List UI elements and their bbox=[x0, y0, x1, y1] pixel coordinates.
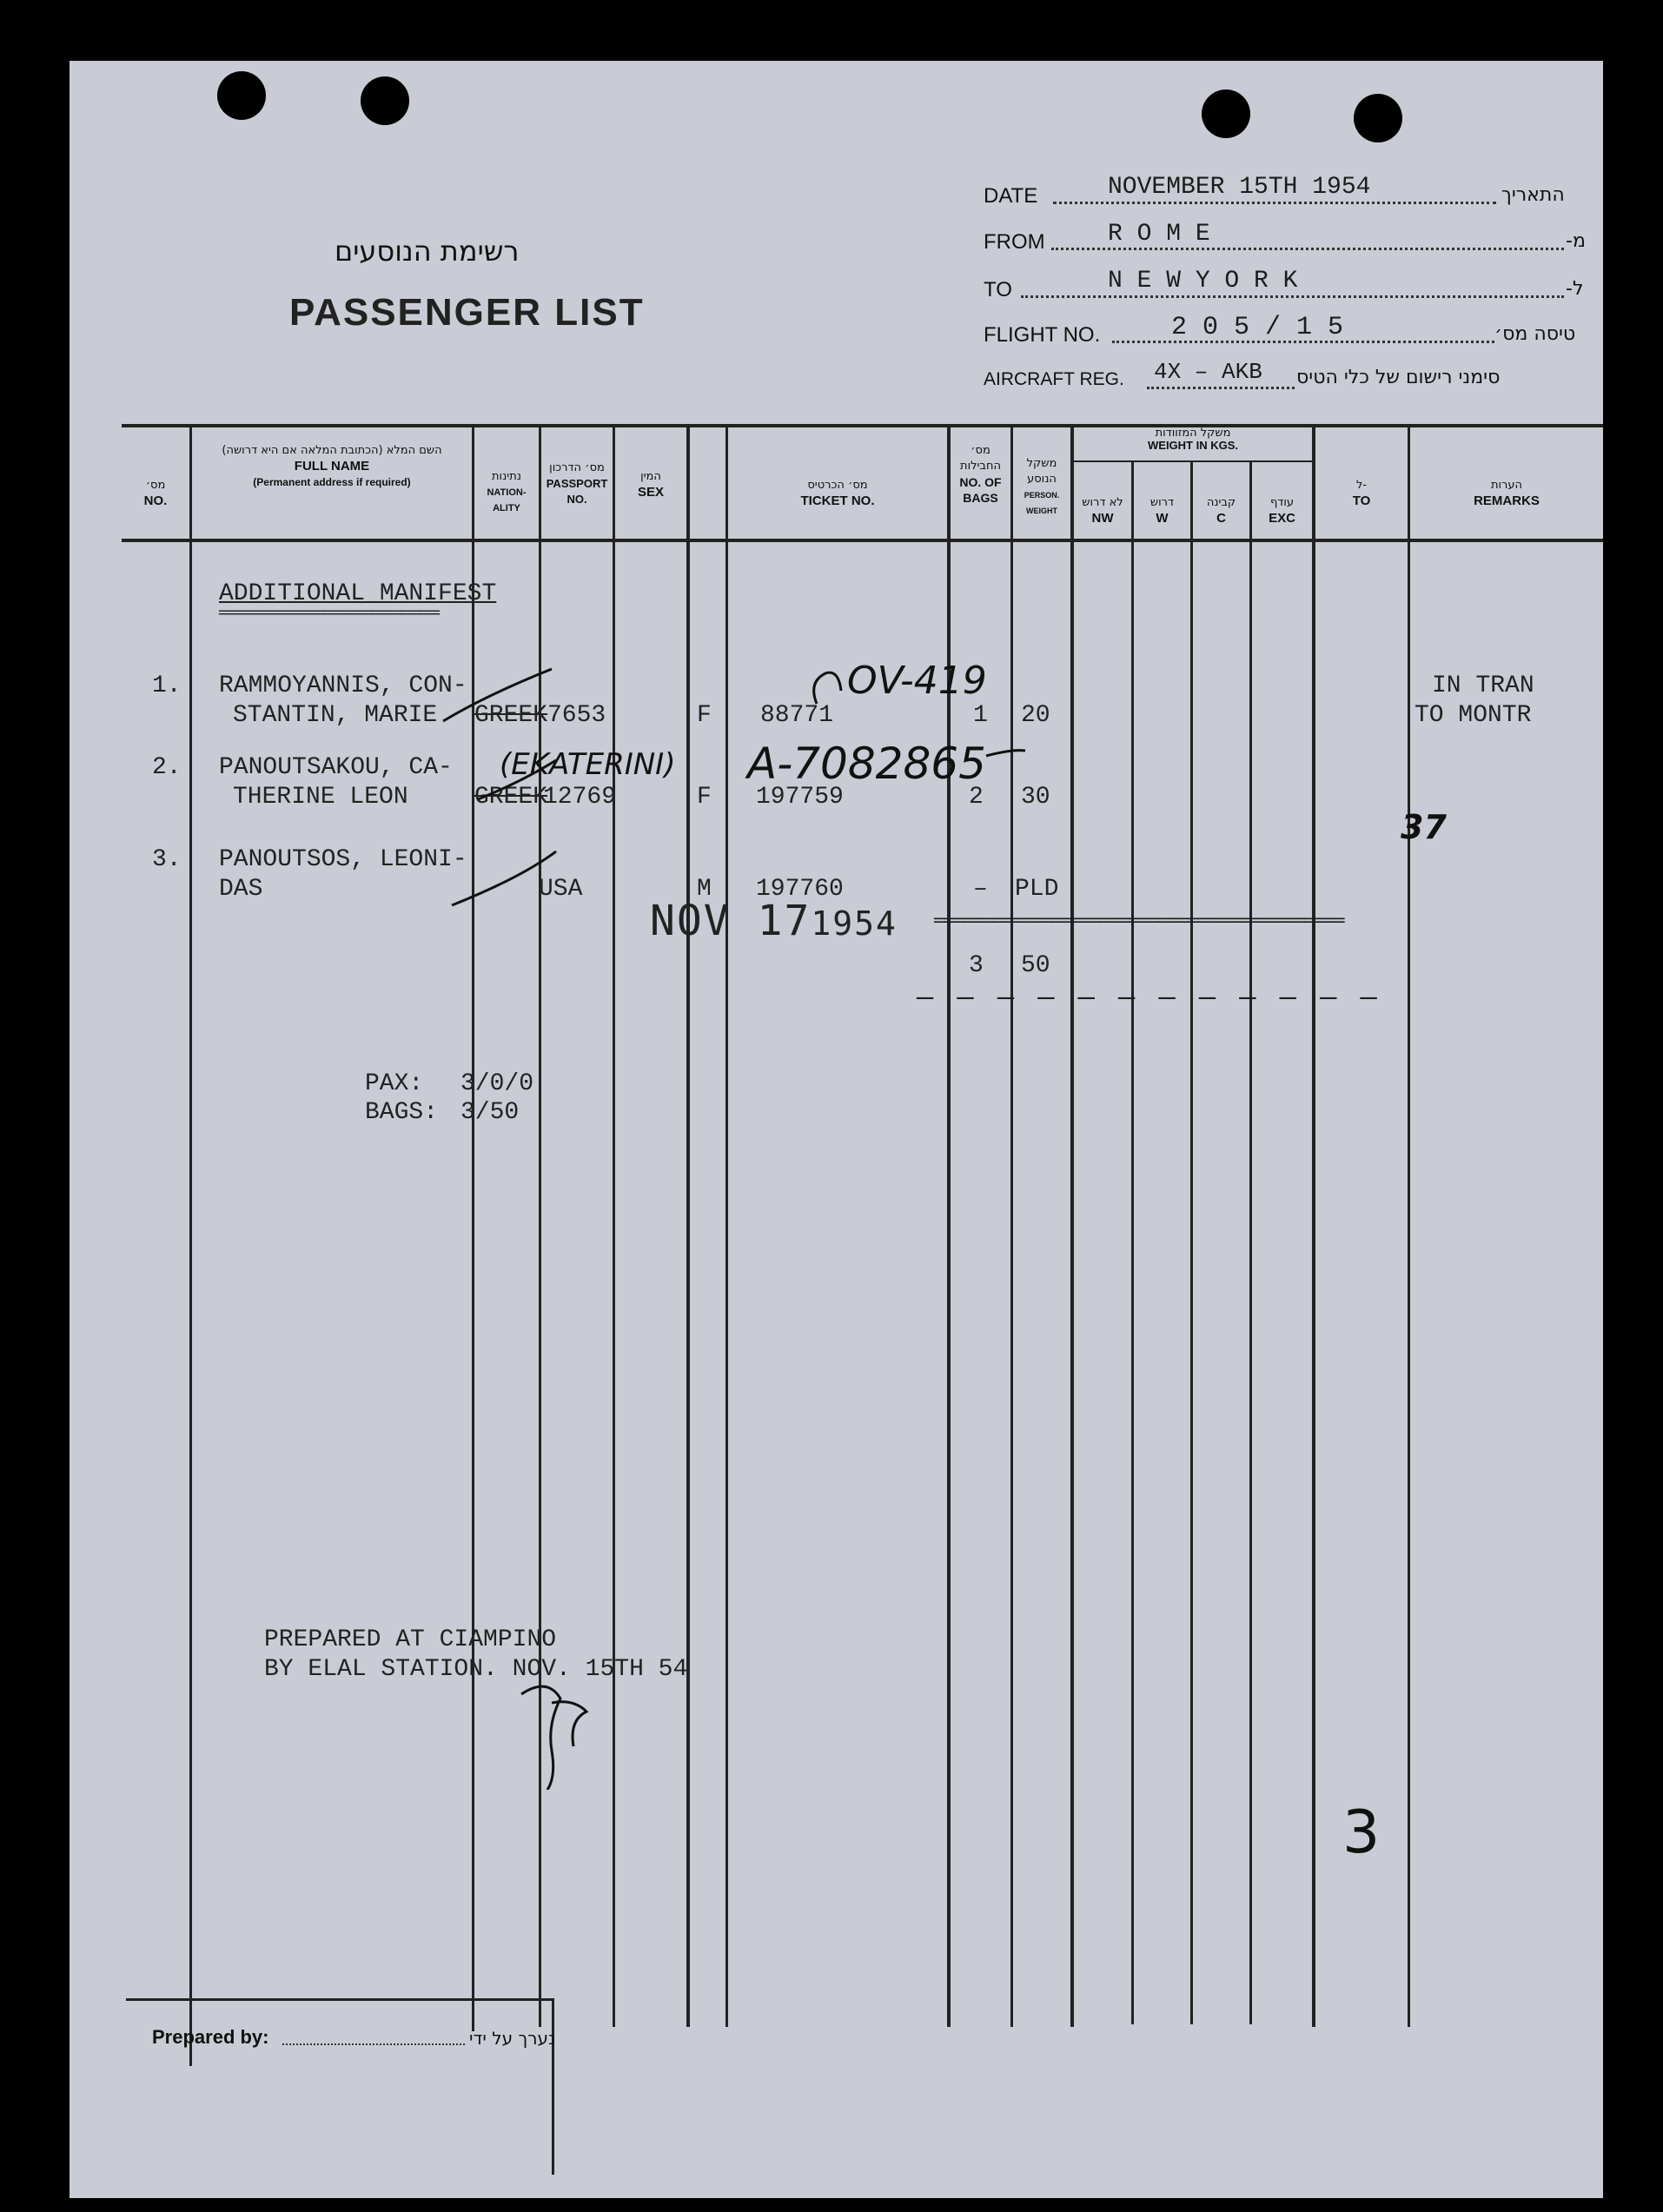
col-header-c: קבינה C bbox=[1206, 496, 1236, 526]
row-3-sex: M bbox=[697, 876, 712, 903]
row-3-ticket: 197760 bbox=[756, 876, 844, 903]
col-header-ticket: מס׳ הכרטיס TICKET NO. bbox=[800, 479, 875, 508]
handwritten-initials bbox=[504, 1668, 608, 1790]
flight-hebrew: טיסה מס׳ bbox=[1494, 323, 1576, 345]
row-3-name-line1: PANOUTSOS, LEONI- bbox=[219, 846, 467, 873]
manifest-title-underline: ═══════════════════════ bbox=[219, 604, 440, 624]
aircraft-hebrew: סימני רישום של כלי הטיס bbox=[1296, 367, 1501, 388]
from-value: R O M E bbox=[1108, 221, 1210, 248]
col-header-baggage-weight: משקל המזוודות WEIGHT IN KGS. bbox=[1148, 427, 1238, 452]
prepared-line2: BY ELAL STATION. NOV. 15TH 54 bbox=[264, 1656, 688, 1683]
totals-double-rule: ══════════════════════════════════════════ bbox=[934, 911, 1343, 932]
row-2-sex: F bbox=[697, 784, 712, 811]
document-page bbox=[70, 61, 1603, 2198]
to-hebrew: ל- bbox=[1566, 278, 1584, 300]
row-1-remarks-line1: IN TRAN bbox=[1432, 672, 1534, 699]
prepared-line1: PREPARED AT CIAMPINO bbox=[264, 1626, 557, 1653]
col-header-bags: מס׳ החבילות NO. OF BAGS bbox=[959, 444, 1002, 505]
page-title: PASSENGER LIST bbox=[289, 291, 645, 334]
row-2-no: 2. bbox=[152, 754, 182, 781]
col-header-full-name: השם המלא (הכתובת המלאה אם היא דרושה) FULL NAME (Permanent address if required) bbox=[222, 444, 442, 488]
from-label: FROM bbox=[984, 230, 1045, 254]
handwritten-remark-number: 37 bbox=[1401, 808, 1447, 846]
hebrew-title: רשימת הנוסעים bbox=[335, 235, 520, 268]
manifest-title: ADDITIONAL MANIFEST bbox=[219, 580, 497, 607]
pax-label: PAX: bbox=[365, 1070, 424, 1097]
totals-dashed-rule: — — — — — — — — — — — — bbox=[917, 982, 1381, 1014]
row-1-name-line1: RAMMOYANNIS, CON- bbox=[219, 672, 467, 699]
date-stamp-month-day: NOV 17 bbox=[650, 897, 812, 945]
flight-value: 2 0 5 / 1 5 bbox=[1171, 313, 1344, 342]
handwritten-passport-note: A-7082865 bbox=[747, 738, 986, 789]
bags-value: 3/50 bbox=[460, 1099, 520, 1126]
row-1-passport: 7653 bbox=[547, 702, 606, 729]
date-label: DATE bbox=[984, 184, 1038, 208]
date-hebrew: התאריך bbox=[1501, 184, 1565, 206]
col-header-remarks: הערות REMARKS bbox=[1474, 479, 1540, 508]
row-3-nationality: USA bbox=[539, 876, 583, 903]
pax-value: 3/0/0 bbox=[460, 1070, 534, 1097]
row-3-bags: – bbox=[973, 876, 988, 903]
aircraft-label: AIRCRAFT REG. bbox=[984, 369, 1124, 389]
row-1-no: 1. bbox=[152, 672, 182, 699]
prepared-by-box bbox=[126, 1998, 554, 2175]
row-2-bags: 2 bbox=[969, 784, 984, 811]
col-header-nationality: נתינות NATION-ALITY bbox=[487, 470, 527, 513]
row-1-sex: F bbox=[697, 702, 712, 729]
bags-label: BAGS: bbox=[365, 1099, 439, 1126]
total-bags: 3 bbox=[969, 952, 984, 979]
handwritten-marks bbox=[70, 61, 1603, 1017]
row-2-name-line2: THERINE LEON bbox=[233, 784, 408, 811]
row-1-nationality: GREEK bbox=[474, 702, 548, 729]
row-2-passport: 12769 bbox=[543, 784, 617, 811]
row-3-weight: PLD bbox=[1015, 876, 1059, 903]
to-value: N E W Y O R K bbox=[1108, 268, 1298, 295]
from-hebrew: מ- bbox=[1566, 230, 1586, 252]
col-header-no: מס׳ NO. bbox=[143, 479, 168, 508]
prepared-by-label: Prepared by: bbox=[152, 2026, 269, 2048]
flight-label: FLIGHT NO. bbox=[984, 323, 1101, 347]
row-2-ticket: 197759 bbox=[756, 784, 844, 811]
date-stamp-year: 1954 bbox=[811, 904, 898, 943]
row-2-weight: 30 bbox=[1021, 784, 1050, 811]
handwritten-ticket-note: OV-419 bbox=[847, 659, 987, 703]
col-header-nw: לא דרוש NW bbox=[1082, 496, 1123, 526]
prepared-by-hebrew: נערך על ידי bbox=[469, 2028, 556, 2049]
to-label: TO bbox=[984, 278, 1012, 301]
row-3-name-line2: DAS bbox=[219, 876, 263, 903]
row-1-ticket: 88771 bbox=[760, 702, 834, 729]
col-header-to: ל- TO bbox=[1352, 479, 1371, 508]
col-header-w: דרוש W bbox=[1150, 496, 1175, 526]
row-1-bags: 1 bbox=[973, 702, 988, 729]
page-number: 3 bbox=[1342, 1798, 1381, 1867]
aircraft-value: 4X – AKB bbox=[1154, 359, 1262, 385]
row-3-no: 3. bbox=[152, 846, 182, 873]
row-2-name-line1: PANOUTSAKOU, CA- bbox=[219, 754, 453, 781]
row-1-weight: 20 bbox=[1021, 702, 1050, 729]
row-1-name-line2: STANTIN, MARIE bbox=[233, 702, 438, 729]
col-header-passport: מס׳ הדרכון PASSPORT NO. bbox=[546, 461, 608, 506]
date-stamp bbox=[650, 897, 898, 945]
handwritten-name-note: (EKATERINI) bbox=[500, 747, 676, 782]
col-header-person-weight: משקל הנוסע PERSON. WEIGHT bbox=[1024, 457, 1060, 515]
col-header-sex: המין SEX bbox=[637, 470, 664, 500]
total-weight: 50 bbox=[1021, 952, 1050, 979]
row-2-nationality: GREEK bbox=[474, 784, 548, 811]
col-header-exc: עודף EXC bbox=[1269, 496, 1295, 526]
date-value: NOVEMBER 15TH 1954 bbox=[1108, 174, 1371, 201]
row-1-remarks-line2: TO MONTR bbox=[1415, 702, 1532, 729]
